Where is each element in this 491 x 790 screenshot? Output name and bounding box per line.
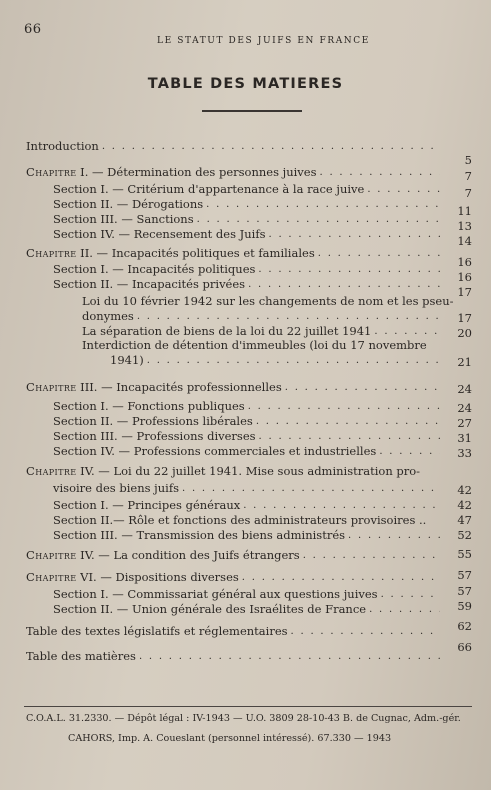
toc-entry: Section II. — Dérogations . . . [53,197,440,211]
footer-imprint: C.O.A.L. 31.2330. — Dépôt légal : IV-1943 — U.O. 3809 28-10-43 B. de Cugnac, Adm.-gér. [26,713,461,724]
toc-entry: Section II. — Professions libérales . . . [53,414,440,428]
toc-page-number: 24 [457,401,472,415]
page-number: 66 [24,22,42,37]
toc-entry: donymes . . . [82,309,440,323]
toc-entry: Section IV. — Professions commerciales et industrielles . . . [53,444,440,458]
toc-entry: La séparation de biens de la loi du 22 juillet 1941 . . . [82,324,440,338]
toc-page-number: 14 [457,234,472,248]
toc-entry: Section I. — Principes généraux . . . [53,498,440,512]
toc-page-number: 55 [457,547,472,561]
toc-entry: Section III. — Sanctions . . . [53,212,440,226]
toc-page-number: 11 [457,204,472,218]
toc-page-number: 42 [457,483,472,497]
toc-page-number: 17 [457,285,472,299]
toc-page-number: 57 [457,568,472,582]
toc-entry: 1941) . . . [110,353,440,367]
toc-page-number: 42 [457,498,472,512]
toc-page-number: 21 [457,355,472,369]
running-head: LE STATUT DES JUIFS EN FRANCE [157,36,370,46]
toc-entry: Table des matières . . . [26,649,440,663]
toc-page-number: 17 [457,311,472,325]
toc-page-number: 16 [457,270,472,284]
toc-entry: Section II.— Rôle et fonctions des administrateurs provisoires .. [53,513,427,527]
toc-chapter: Chapitre IV. — Loi du 22 juillet 1941. Mise sous administration pro- [26,464,421,478]
toc-chapter: Chapitre II. — Incapacités politiques et familiales . . . [26,246,440,260]
toc-entry: Introduction . . . [26,139,440,153]
toc-page-number: 7 [464,169,472,183]
toc-page-number: 13 [457,219,472,233]
toc-page-number: 5 [464,153,472,167]
toc-chapter: Chapitre III. — Incapacités professionnelles . . . [26,380,440,394]
toc-page-number: 47 [457,513,472,527]
toc-entry: Section I. — Commissariat général aux questions juives . . . [53,587,440,601]
page-title: TABLE DES MATIERES [147,76,344,92]
toc-chapter: Chapitre I. — Détermination des personnes juives . . . [26,165,440,179]
toc-page-number: 33 [457,446,472,460]
toc-page-number: 57 [457,584,472,598]
toc-page-number: 7 [464,186,472,200]
toc-page-number: 62 [457,619,472,633]
toc-entry: Section III. — Professions diverses . . . [53,429,440,443]
toc-entry: Section I. — Incapacités politiques . . . [53,262,440,276]
toc-page-number: 59 [457,599,472,613]
toc-entry: Interdiction de détention d'immeubles (loi du 17 novembre [82,338,427,352]
toc-chapter: Chapitre IV. — La condition des Juifs étrangers . . . [26,548,440,562]
toc-page-number: 27 [457,416,472,430]
toc-entry: visoire des biens juifs . . . [53,481,440,495]
toc-chapter: Chapitre VI. — Dispositions diverses . . . [26,570,440,584]
title-rule [202,110,302,112]
toc-entry: Section II. — Incapacités privées . . . [53,277,440,291]
toc-entry: Section I. — Fonctions publiques . . . [53,399,440,413]
toc-page-number: 31 [457,431,472,445]
toc-page-number: 20 [457,326,472,340]
toc-entry: Loi du 10 février 1942 sur les changements de nom et les pseu- [82,294,454,308]
toc-entry: Section II. — Union générale des Israélites de France . . . [53,602,440,616]
toc-page-number: 24 [457,382,472,396]
footer-rule [24,706,472,707]
toc-entry: Section IV. — Recensement des Juifs . . . [53,227,440,241]
footer-printer: CAHORS, Imp. A. Coueslant (personnel intéressé). 67.330 — 1943 [68,733,392,744]
toc-entry: Section III. — Transmission des biens administrés . . . [53,528,440,542]
toc-entry: Section I. — Critérium d'appartenance à la race juive . . . [53,182,440,196]
toc-page-number: 16 [457,255,472,269]
toc-page-number: 52 [457,528,472,542]
toc-page-number: 66 [457,640,472,654]
toc-entry: Table des textes législatifs et réglementaires . . . [26,624,440,638]
